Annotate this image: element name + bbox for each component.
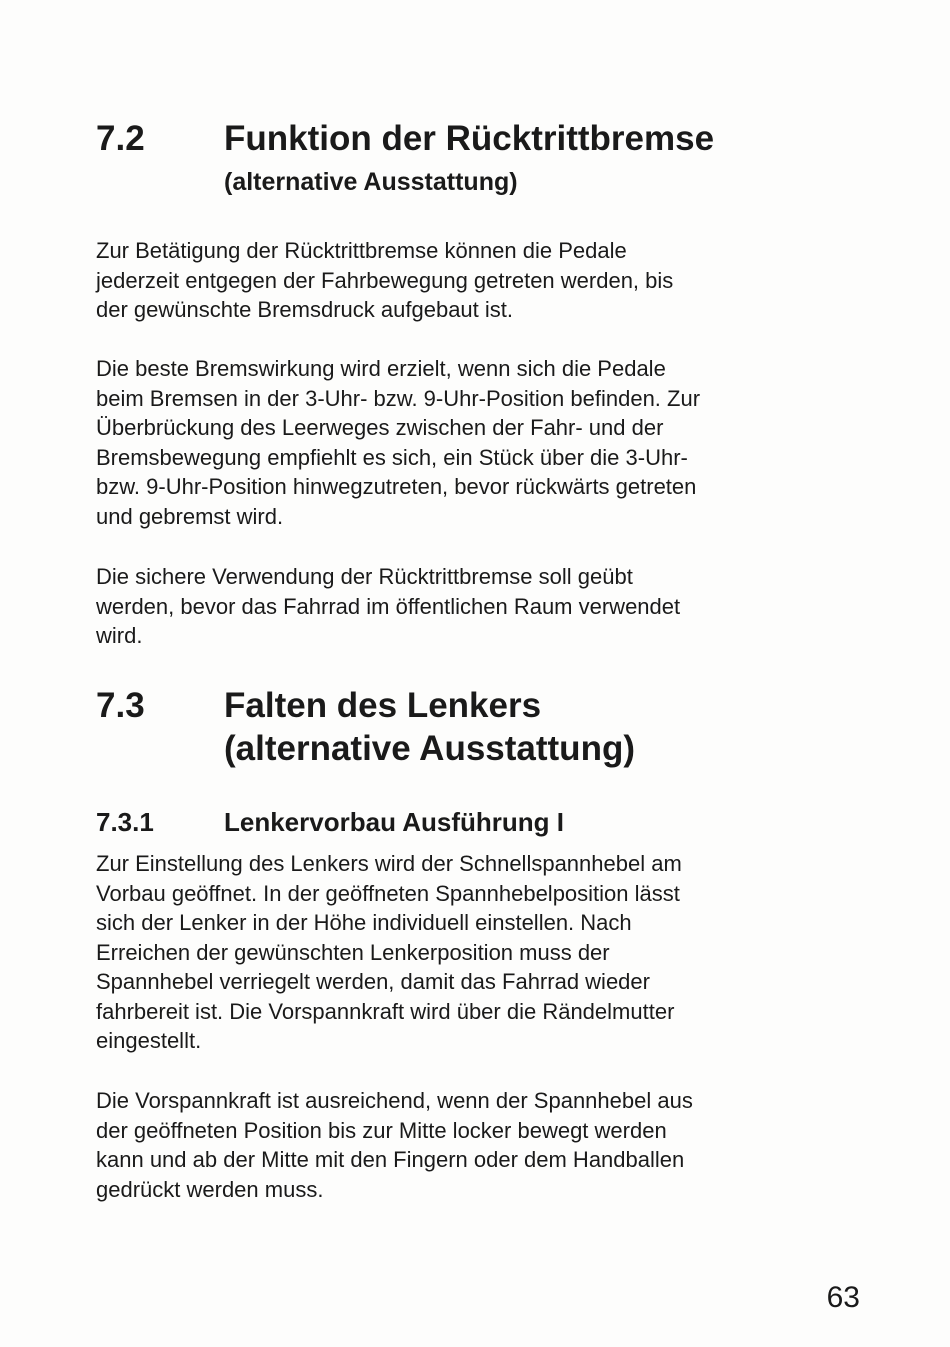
text-line: jederzeit entgegen der Fahrbewegung getreten werden, bis — [96, 267, 674, 293]
text-line: Zur Einstellung des Lenkers wird der Schnellspannhebel am — [96, 851, 682, 876]
section-number: 7.2 — [96, 119, 145, 158]
paragraph — [96, 236, 826, 325]
text-line: Erreichen der gewünschten Lenkerposition muss der — [96, 939, 610, 965]
paragraph — [96, 562, 826, 651]
text-line: wird. — [96, 623, 143, 648]
text-line: Die beste Bremswirkung wird erzielt, wenn sich die Pedale — [96, 356, 666, 381]
text-line: kann und ab der Mitte mit den Fingern oder dem Handballen — [96, 1147, 685, 1172]
text-line: Vorbau geöffnet. In der geöffneten Spannhebelposition lässt — [96, 880, 680, 906]
text-line: der gewünschte Bremsdruck aufgebaut ist. — [96, 297, 514, 322]
paragraph — [96, 1086, 826, 1204]
section-title: Lenkervorbau Ausführung I — [224, 807, 564, 837]
text-line: Spannhebel verriegelt werden, damit das Fahrrad wieder — [96, 969, 650, 994]
text-line: der geöffneten Position bis zur Mitte locker bewegt werden — [96, 1117, 667, 1143]
section-title: Falten des Lenkers — [224, 686, 542, 725]
text-line: gedrückt werden muss. — [96, 1176, 324, 1202]
text-line: beim Bremsen in der 3-Uhr- bzw. 9-Uhr-Position befinden. Zur — [96, 385, 701, 411]
section-subtitle: (alternative Ausstattung) — [224, 168, 518, 196]
page-number: 63 — [826, 1281, 860, 1314]
text-line: werden, bevor das Fahrrad im öffentlichen Raum verwendet — [96, 593, 681, 619]
text-line: Überbrückung des Leerweges zwischen der Fahr- und der — [96, 415, 664, 440]
section-title: Funktion der Rücktrittbremse — [224, 119, 715, 158]
paragraph — [96, 849, 826, 1056]
text-line: sich der Lenker in der Höhe individuell einstellen. Nach — [96, 910, 632, 935]
text-line: Bremsbewegung empfiehlt es sich, ein Stück über die 3-Uhr- — [96, 444, 688, 470]
text-line: und gebremst wird. — [96, 503, 284, 529]
text-line: bzw. 9-Uhr-Position hinwegzutreten, bevor rückwärts getreten — [96, 474, 697, 499]
section-number: 7.3 — [96, 686, 145, 725]
text-line: Die sichere Verwendung der Rücktrittbremse soll geübt — [96, 564, 633, 589]
paragraph — [96, 354, 826, 531]
section-subtitle: (alternative Ausstattung) — [224, 729, 635, 768]
text-line: eingestellt. — [96, 1028, 202, 1053]
section-number: 7.3.1 — [96, 807, 154, 837]
text-line: Zur Betätigung der Rücktrittbremse können die Pedale — [96, 238, 627, 263]
text-line: fahrbereit ist. Die Vorspannkraft wird über die Rändelmutter — [96, 998, 675, 1024]
text-line: Die Vorspannkraft ist ausreichend, wenn der Spannhebel aus — [96, 1088, 693, 1113]
